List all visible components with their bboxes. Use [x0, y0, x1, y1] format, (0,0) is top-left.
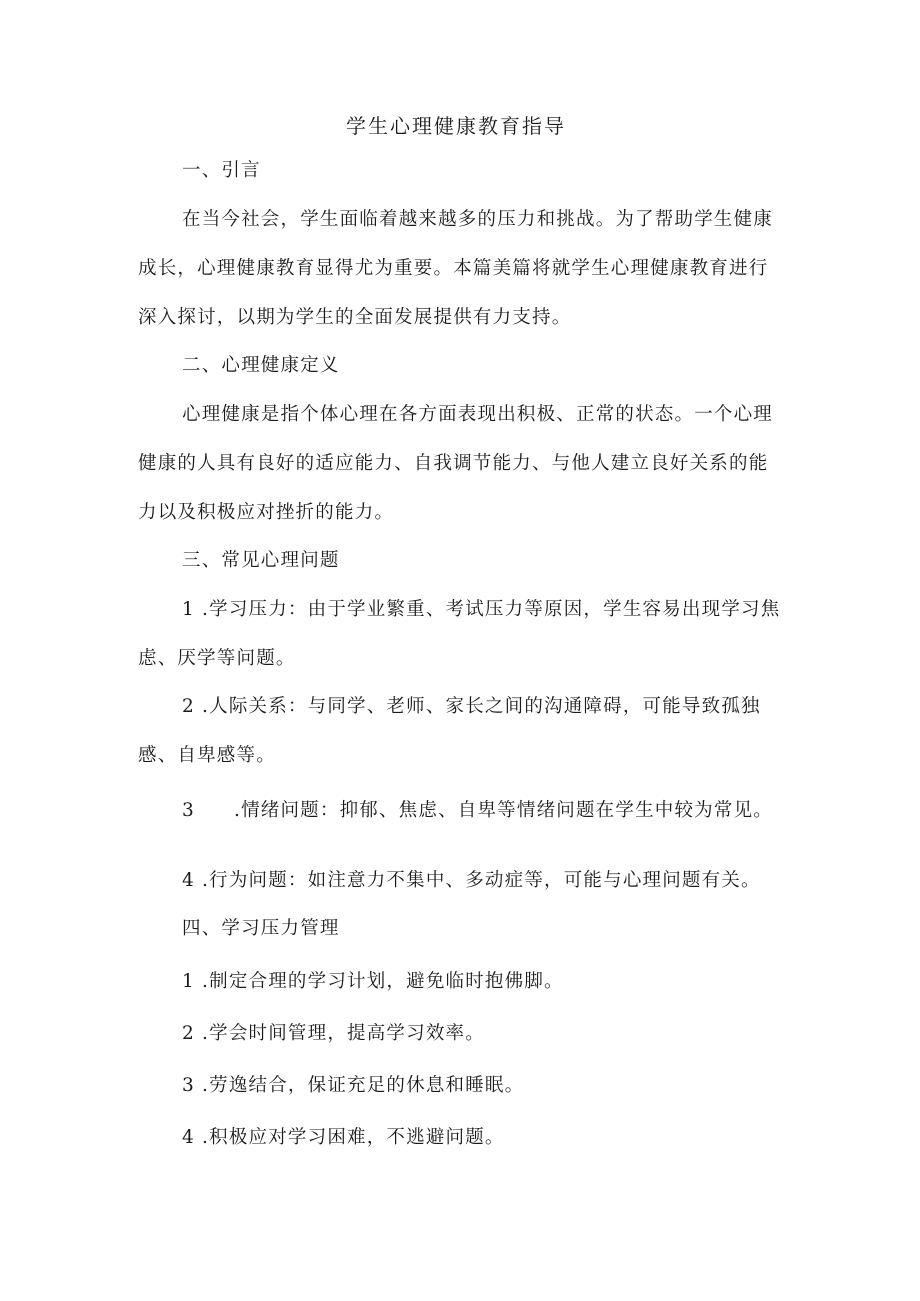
paragraph-line: 心理健康是指个体心理在各方面表现出积极、正常的状态。一个心理 [182, 404, 774, 425]
paragraph-line: 健康的人具有良好的适应能力、自我调节能力、与他人建立良好关系的能 [138, 453, 769, 474]
list-item-line: 虑、厌学等问题。 [138, 648, 296, 669]
list-item-line: 4 .行为问题：如注意力不集中、多动症等，可能与心理问题有关。 [182, 870, 761, 891]
section-heading-stress-management: 四、学习压力管理 [182, 918, 340, 939]
list-item-text: .情绪问题：抑郁、焦虑、自卑等情绪问题在学生中较为常见。 [234, 800, 773, 821]
section-heading-common-problems: 三、常见心理问题 [182, 550, 340, 571]
list-item-line: 2 .学会时间管理，提高学习效率。 [182, 1023, 485, 1044]
list-item-line: 1 .制定合理的学习计划，避免临时抱佛脚。 [182, 971, 564, 992]
list-item-line: 1 .学习压力：由于学业繁重、考试压力等原因，学生容易出现学习焦 [182, 599, 781, 620]
list-item-number: 3 [182, 800, 195, 821]
section-heading-definition: 二、心理健康定义 [182, 355, 340, 376]
paragraph-line: 在当今社会，学生面临着越来越多的压力和挑战。为了帮助学生健康 [182, 209, 774, 230]
list-item-line: 感、自卑感等。 [138, 745, 276, 766]
section-heading-intro: 一、引言 [182, 160, 261, 181]
list-item-line [182, 799, 773, 823]
list-item-line: 2 .人际关系：与同学、老师、家长之间的沟通障碍，可能导致孤独 [182, 696, 761, 717]
paragraph-line: 深入探讨，以期为学生的全面发展提供有力支持。 [138, 307, 572, 328]
paragraph-line: 成长，心理健康教育显得尤为重要。本篇美篇将就学生心理健康教育进行 [138, 258, 769, 279]
paragraph-line: 力以及积极应对挫折的能力。 [138, 502, 395, 523]
page-title: 学生心理健康教育指导 [346, 114, 566, 138]
list-item-line: 4 .积极应对学习困难，不逃避问题。 [182, 1127, 505, 1148]
list-item-line: 3 .劳逸结合，保证充足的休息和睡眠。 [182, 1075, 525, 1096]
